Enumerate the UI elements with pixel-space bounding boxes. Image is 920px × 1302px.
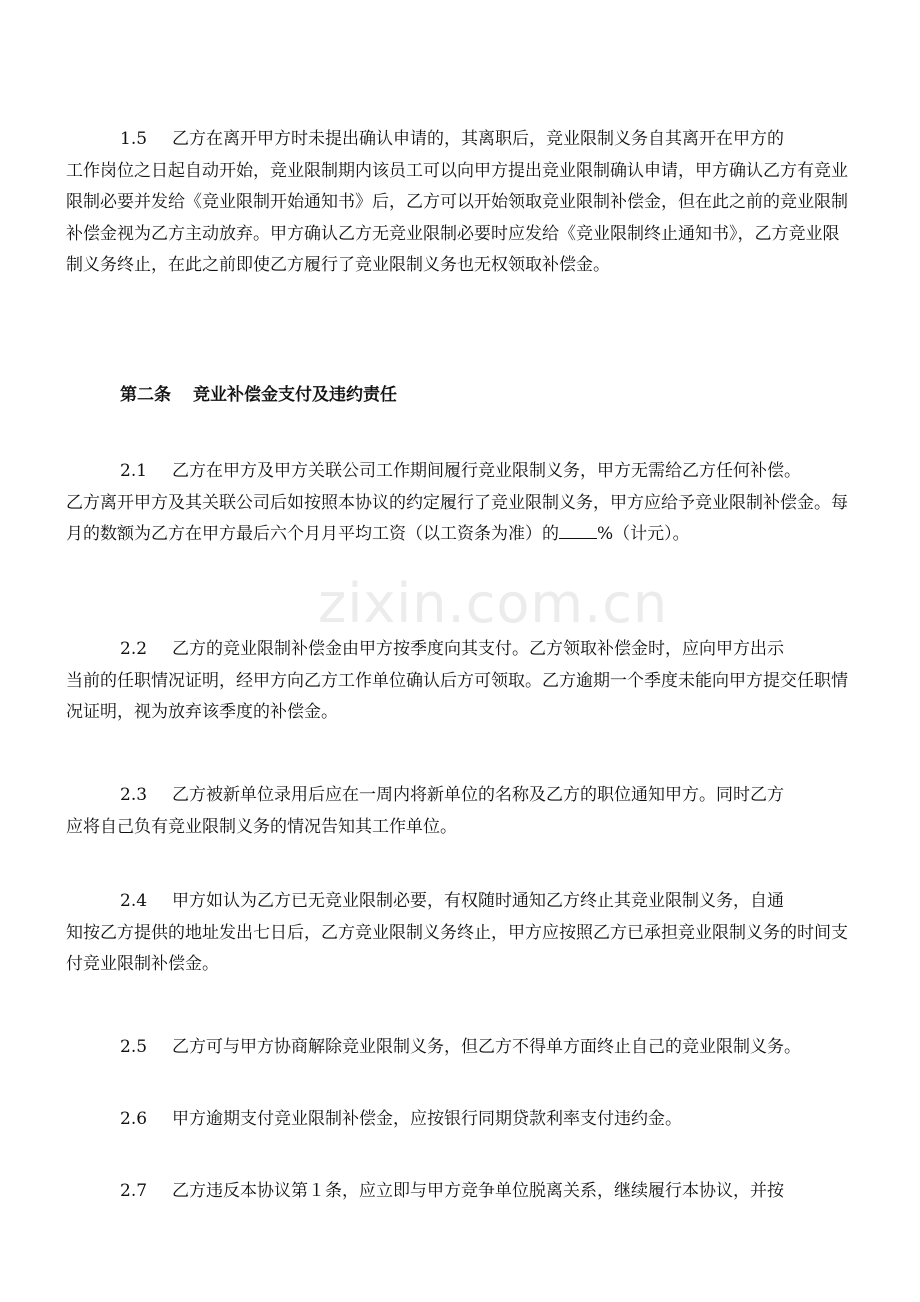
clause-text-first-line: 乙方在甲方及甲方关联公司工作期间履行竞业限制义务，甲方无需给乙方任何补偿。 — [172, 461, 801, 481]
clause-number: 2.6 — [120, 1109, 148, 1129]
clause-2-7 — [120, 1176, 850, 1208]
clause-number: 2.5 — [120, 1037, 148, 1057]
clause-2-1 — [120, 456, 850, 488]
clause-text: 甲方逾期支付竞业限制补偿金，应按银行同期贷款利率支付违约金。 — [172, 1109, 682, 1129]
clause-number: 2.7 — [120, 1181, 148, 1201]
clause-text-first-line: 乙方的竞业限制补偿金由甲方按季度向其支付。乙方领取补偿金时，应向甲方出示 — [172, 639, 784, 659]
clause-1-5-body: 工作岗位之日起自动开始，竞业限制期内该员工可以向甲方提出竞业限制确认申请，甲方确认乙方有竞业限制必要并发给《竞业限制开始通知书》后，乙方可以开始领取竞业限制补偿金，但在此之前的竞业限制补偿金视为乙方主动放弃。甲方确认乙方无竞业限制必要时应发给《竞业限制终止通知书》，乙方竞业限制义务终止，在此之前即使乙方履行了竞业限制义务也无权领取补偿金。 — [66, 160, 848, 275]
clause-text-first-line: 甲方如认为乙方已无竞业限制必要，有权随时通知乙方终止其竞业限制义务，自通 — [172, 891, 784, 911]
clause-2-5 — [120, 1032, 860, 1064]
clause-text-body: 乙方离开甲方及其关联公司后如按照本协议的约定履行了竞业限制义务，甲方应给予竞业限制补偿金。每月的数额为乙方在甲方最后六个月月平均工资（以工资条为准）的 — [66, 492, 848, 544]
article-title: 竞业补偿金支付及违约责任 — [193, 385, 397, 405]
clause-text-first-line: 乙方在离开甲方时未提出确认申请的，其离职后，竞业限制义务自其离开在甲方的 — [172, 129, 784, 149]
clause-text: 乙方违反本协议第１条，应立即与甲方竞争单位脱离关系，继续履行本协议，并按 — [172, 1181, 784, 1201]
clause-2-2 — [120, 634, 850, 666]
clause-number: 1.5 — [120, 129, 148, 149]
clause-2-3-body: 应将自己负有竞业限制义务的情况告知其工作单位。 — [66, 816, 457, 837]
clause-text-tail: %（计元）。 — [597, 524, 690, 544]
clause-1-5 — [120, 124, 850, 156]
clause-number: 2.1 — [120, 461, 148, 481]
clause-2-4-body: 知按乙方提供的地址发出七日后，乙方竞业限制义务终止，甲方应按照乙方已承担竞业限制义务的时间支付竞业限制补偿金。 — [66, 922, 848, 974]
clause-2-6 — [120, 1104, 850, 1136]
article-heading — [120, 380, 397, 412]
watermark-text: zixin.com.cn — [318, 572, 669, 635]
clause-text: 乙方可与甲方协商解除竞业限制义务，但乙方不得单方面终止自己的竞业限制义务。 — [172, 1037, 801, 1057]
clause-2-4 — [120, 886, 850, 918]
clause-2-1-body — [66, 488, 850, 551]
clause-number: 2.3 — [120, 785, 148, 805]
clause-text-first-line: 乙方被新单位录用后应在一周内将新单位的名称及乙方的职位通知甲方。同时乙方 — [172, 785, 784, 805]
clause-2-3 — [120, 780, 850, 812]
clause-2-2-body: 当前的任职情况证明，经甲方向乙方工作单位确认后方可领取。乙方逾期一个季度未能向甲方提交任职情况证明，视为放弃该季度的补偿金。 — [66, 670, 848, 722]
fill-in-blank — [559, 522, 597, 539]
article-number: 第二条 — [120, 385, 171, 405]
clause-number: 2.4 — [120, 891, 148, 911]
clause-number: 2.2 — [120, 639, 148, 659]
